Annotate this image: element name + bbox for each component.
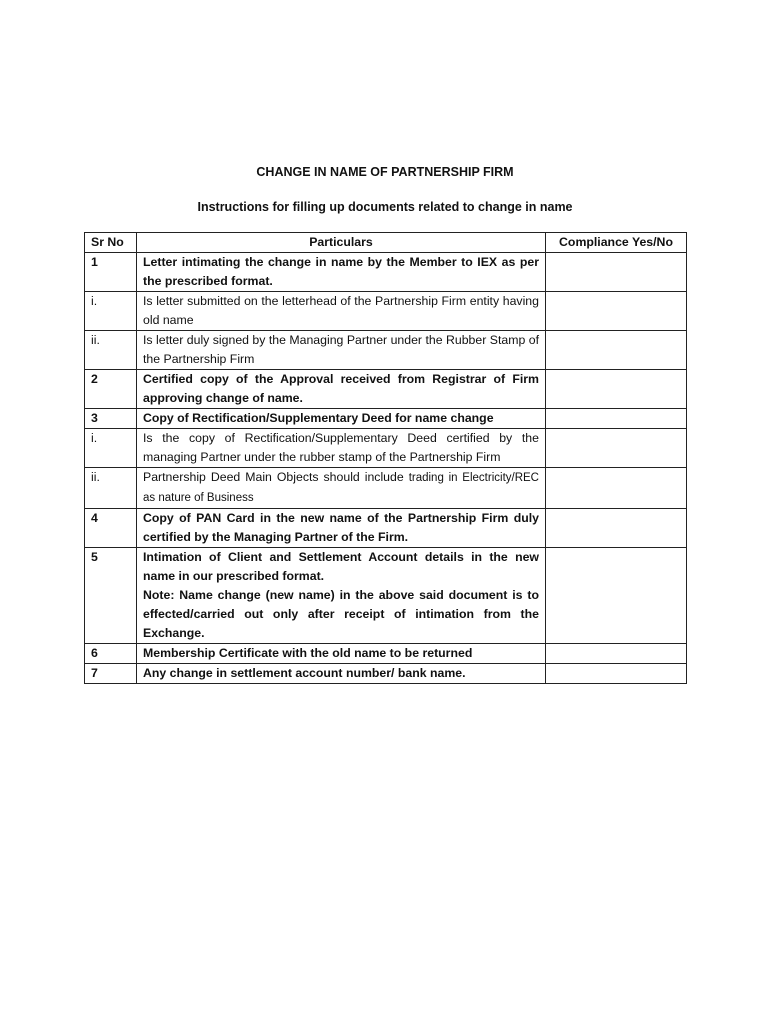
row-sr-no: 6 <box>85 644 137 664</box>
row-particulars <box>137 548 546 644</box>
row-sr-no: i. <box>85 292 137 331</box>
row-particulars: Is letter duly signed by the Managing Partner under the Rubber Stamp of the Partnership Firm <box>137 331 546 370</box>
compliance-cell[interactable] <box>546 292 687 331</box>
document-title: CHANGE IN NAME OF PARTNERSHIP FIRM <box>256 165 514 179</box>
row-sr-no: ii. <box>85 331 137 370</box>
row-sr-no: 2 <box>85 370 137 409</box>
row-particulars: Any change in settlement account number/ bank name. <box>137 664 546 684</box>
header-compliance: Compliance Yes/No <box>546 233 687 253</box>
table-row <box>85 509 687 548</box>
header-particulars: Particulars <box>137 233 546 253</box>
row-sr-no: i. <box>85 429 137 468</box>
compliance-cell[interactable] <box>546 429 687 468</box>
compliance-table <box>84 232 687 684</box>
compliance-cell[interactable] <box>546 548 687 644</box>
row-sr-no: ii. <box>85 468 137 509</box>
row-particulars: Is the copy of Rectification/Supplementary Deed certified by the managing Partner under the rubber stamp of the Partnership Firm <box>137 429 546 468</box>
row-particulars <box>137 468 546 509</box>
compliance-cell[interactable] <box>546 409 687 429</box>
table-header-row <box>85 233 687 253</box>
row-particulars: Letter intimating the change in name by the Member to IEX as per the prescribed format. <box>137 253 546 292</box>
row-particulars: Copy of PAN Card in the new name of the Partnership Firm duly certified by the Managing Partner of the Firm. <box>137 509 546 548</box>
row-particulars-main: Partnership Deed Main Objects should include <box>143 470 404 484</box>
table-row <box>85 468 687 509</box>
compliance-cell[interactable] <box>546 644 687 664</box>
table-row <box>85 644 687 664</box>
compliance-cell[interactable] <box>546 664 687 684</box>
row-note: Note: Name change (new name) in the above said document is to effected/carried out only after receipt of intimation from the Exchange. <box>143 588 539 640</box>
table-row <box>85 664 687 684</box>
row-sr-no: 3 <box>85 409 137 429</box>
table-row <box>85 331 687 370</box>
document-subtitle: Instructions for filling up documents related to change in name <box>197 200 573 214</box>
header-sr-no: Sr No <box>85 233 137 253</box>
row-particulars: Certified copy of the Approval received from Registrar of Firm approving change of name. <box>137 370 546 409</box>
compliance-cell[interactable] <box>546 370 687 409</box>
table-row <box>85 370 687 409</box>
row-sr-no: 1 <box>85 253 137 292</box>
row-particulars-small: trading in Electricity/REC as nature of Business <box>143 472 539 504</box>
row-sr-no: 7 <box>85 664 137 684</box>
row-particulars-main: Intimation of Client and Settlement Account details in the new name in our prescribed format. <box>143 550 539 583</box>
table-row <box>85 429 687 468</box>
row-particulars: Copy of Rectification/Supplementary Deed for name change <box>137 409 546 429</box>
row-particulars: Membership Certificate with the old name to be returned <box>137 644 546 664</box>
compliance-cell[interactable] <box>546 253 687 292</box>
compliance-cell[interactable] <box>546 509 687 548</box>
table-row <box>85 409 687 429</box>
compliance-cell[interactable] <box>546 331 687 370</box>
row-sr-no: 4 <box>85 509 137 548</box>
row-particulars: Is letter submitted on the letterhead of the Partnership Firm entity having old name <box>137 292 546 331</box>
table-row <box>85 253 687 292</box>
table-row <box>85 548 687 644</box>
row-sr-no: 5 <box>85 548 137 644</box>
compliance-cell[interactable] <box>546 468 687 509</box>
table-row <box>85 292 687 331</box>
